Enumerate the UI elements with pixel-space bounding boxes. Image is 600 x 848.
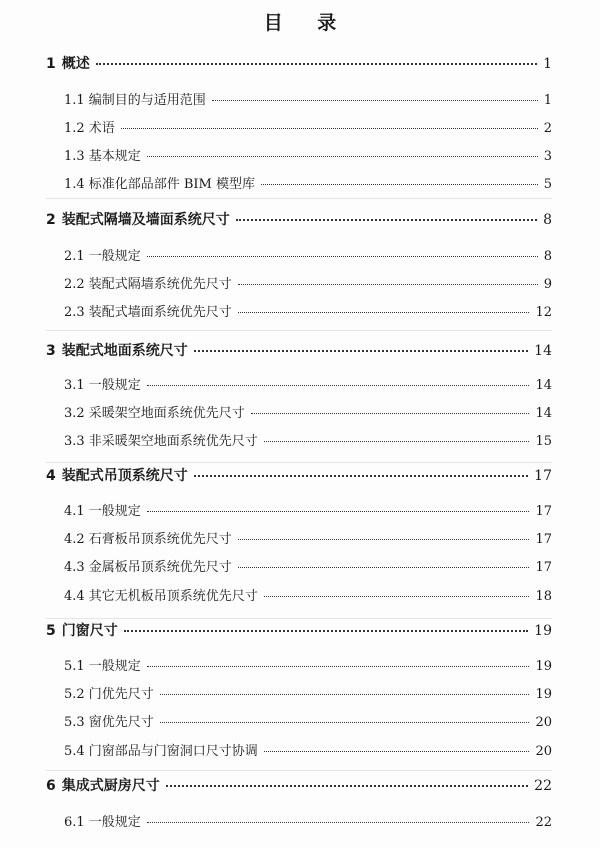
toc-section-5-2[interactable] <box>64 683 552 702</box>
toc-section-title: 标准化部品部件 BIM 模型库 <box>88 177 255 192</box>
toc-chapter-number: 6 <box>46 778 56 794</box>
toc-section-title: 编制目的与适用范围 <box>88 93 206 108</box>
toc-section-title: 装配式隔墙系统优先尺寸 <box>88 277 232 292</box>
chapter-divider <box>46 770 552 771</box>
toc-section-number: 5.3 <box>64 715 85 730</box>
toc-section-number: 6.1 <box>64 815 85 830</box>
toc-section-2-1[interactable] <box>64 245 552 264</box>
toc-section-1-2[interactable] <box>64 117 552 136</box>
dot-leader <box>251 413 530 414</box>
toc-page-number: 3 <box>543 149 552 164</box>
dot-leader <box>147 385 530 386</box>
dot-leader <box>238 567 530 568</box>
toc-section-6-1[interactable] <box>64 811 552 830</box>
toc-page-number: 1 <box>543 56 552 72</box>
toc-page-number: 20 <box>535 744 552 759</box>
toc-chapter-number: 2 <box>46 212 56 228</box>
dot-leader <box>194 475 528 477</box>
toc-section-2-2[interactable] <box>64 273 552 292</box>
toc-page-number: 14 <box>535 406 552 421</box>
toc-section-5-1[interactable] <box>64 655 552 674</box>
toc-section-title: 石膏板吊顶系统优先尺寸 <box>88 532 232 547</box>
toc-section-number: 2.1 <box>64 249 85 264</box>
toc-section-title: 采暖架空地面系统优先尺寸 <box>88 406 245 421</box>
dot-leader <box>238 539 530 540</box>
toc-chapter-number: 3 <box>46 343 56 359</box>
toc-page-number: 22 <box>535 815 552 830</box>
dot-leader <box>264 596 530 597</box>
toc-section-number: 1.2 <box>64 121 85 136</box>
toc-section-title: 一般规定 <box>88 378 141 393</box>
toc-chapter-1[interactable] <box>46 53 552 73</box>
toc-section-title: 基本规定 <box>88 149 141 164</box>
toc-section-1-3[interactable] <box>64 145 552 164</box>
toc-section-5-3[interactable] <box>64 711 552 730</box>
toc-section-3-2[interactable] <box>64 402 552 421</box>
dot-leader <box>236 219 537 221</box>
toc-page-number: 17 <box>535 532 552 547</box>
dot-leader <box>96 63 537 65</box>
dot-leader <box>238 312 530 313</box>
dot-leader <box>238 284 538 285</box>
toc-chapter-title: 装配式地面系统尺寸 <box>61 343 188 359</box>
dot-leader <box>124 630 528 632</box>
toc-section-3-1[interactable] <box>64 374 552 393</box>
toc-page-number: 20 <box>535 715 552 730</box>
toc-section-number: 5.1 <box>64 659 85 674</box>
dot-leader <box>166 785 528 787</box>
dot-leader <box>147 156 538 157</box>
toc-section-4-3[interactable] <box>64 556 552 575</box>
toc-section-title: 一般规定 <box>88 249 141 264</box>
toc-section-4-4[interactable] <box>64 585 552 604</box>
toc-page-number: 1 <box>543 93 552 108</box>
toc-section-number: 1.4 <box>64 177 85 192</box>
toc-section-1-4[interactable] <box>64 173 552 192</box>
toc-page-number: 9 <box>543 277 552 292</box>
toc-section-5-4[interactable] <box>64 740 552 759</box>
toc-page-number: 19 <box>535 659 552 674</box>
dot-leader <box>121 128 538 129</box>
toc-section-number: 4.3 <box>64 560 85 575</box>
toc-chapter-title: 概述 <box>61 56 90 72</box>
toc-section-number: 4.2 <box>64 532 85 547</box>
toc-section-number: 1.3 <box>64 149 85 164</box>
toc-section-number: 3.1 <box>64 378 85 393</box>
toc-section-4-1[interactable] <box>64 500 552 519</box>
toc-page-number: 14 <box>535 378 552 393</box>
toc-section-1-1[interactable] <box>64 89 552 108</box>
toc-section-title: 门窗部品与门窗洞口尺寸协调 <box>88 744 258 759</box>
toc-page-number: 12 <box>535 305 552 320</box>
toc-chapter-6[interactable] <box>46 775 552 795</box>
toc-section-title: 一般规定 <box>88 659 141 674</box>
dot-leader <box>264 441 530 442</box>
dot-leader <box>147 822 530 823</box>
toc-chapter-number: 1 <box>46 56 56 72</box>
toc-section-4-2[interactable] <box>64 528 552 547</box>
toc-chapter-title: 装配式吊顶系统尺寸 <box>61 468 188 484</box>
toc-section-title: 金属板吊顶系统优先尺寸 <box>88 560 232 575</box>
toc-section-number: 2.2 <box>64 277 85 292</box>
toc-section-title: 门优先尺寸 <box>88 687 154 702</box>
toc-chapter-2[interactable] <box>46 209 552 229</box>
toc-page-number: 2 <box>543 121 552 136</box>
toc-section-number: 3.3 <box>64 434 85 449</box>
toc-page-number: 19 <box>535 687 552 702</box>
toc-chapter-title: 门窗尺寸 <box>61 623 118 639</box>
toc-page-number: 8 <box>543 212 552 228</box>
toc-page-number: 19 <box>534 623 552 639</box>
toc-section-title: 一般规定 <box>88 815 141 830</box>
toc-section-2-3[interactable] <box>64 301 552 320</box>
dot-leader <box>212 100 538 101</box>
page-title: 目 录 <box>263 12 351 34</box>
toc-page-number: 15 <box>535 434 552 449</box>
toc-section-number: 4.1 <box>64 504 85 519</box>
toc-page-number: 14 <box>534 343 552 359</box>
toc-section-title: 一般规定 <box>88 504 141 519</box>
toc-chapter-title: 集成式厨房尺寸 <box>61 778 160 794</box>
toc-chapter-3[interactable] <box>46 340 552 360</box>
chapter-divider <box>46 330 552 331</box>
dot-leader <box>160 694 530 695</box>
chapter-divider <box>46 198 552 199</box>
toc-page-number: 17 <box>534 468 552 484</box>
toc-section-title: 非采暖架空地面系统优先尺寸 <box>88 434 258 449</box>
toc-page-number: 17 <box>535 560 552 575</box>
toc-chapter-5[interactable] <box>46 620 552 640</box>
chapter-divider <box>46 462 552 463</box>
toc-section-number: 4.4 <box>64 589 85 604</box>
toc-section-number: 5.2 <box>64 687 85 702</box>
toc-section-title: 其它无机板吊顶系统优先尺寸 <box>88 589 258 604</box>
toc-section-title: 装配式墙面系统优先尺寸 <box>88 305 232 320</box>
toc-section-number: 5.4 <box>64 744 85 759</box>
dot-leader <box>147 511 530 512</box>
toc-section-title: 窗优先尺寸 <box>88 715 154 730</box>
toc-section-number: 3.2 <box>64 406 85 421</box>
dot-leader <box>261 184 538 185</box>
toc-chapter-number: 4 <box>46 468 56 484</box>
toc-chapter-title: 装配式隔墙及墙面系统尺寸 <box>61 212 230 228</box>
toc-page-number: 22 <box>534 778 552 794</box>
chapter-divider <box>46 618 552 619</box>
dot-leader <box>147 256 538 257</box>
toc-section-3-3[interactable] <box>64 430 552 449</box>
toc-page-number: 17 <box>535 504 552 519</box>
toc-chapter-4[interactable] <box>46 465 552 485</box>
toc-section-number: 2.3 <box>64 305 85 320</box>
toc-page-number: 8 <box>543 249 552 264</box>
toc-page-number: 5 <box>543 177 552 192</box>
toc-chapter-number: 5 <box>46 623 56 639</box>
dot-leader <box>194 350 528 352</box>
dot-leader <box>147 666 530 667</box>
toc-page-number: 18 <box>535 589 552 604</box>
dot-leader <box>264 751 530 752</box>
dot-leader <box>160 722 530 723</box>
toc-section-title: 术语 <box>88 121 115 136</box>
toc-section-number: 1.1 <box>64 93 85 108</box>
